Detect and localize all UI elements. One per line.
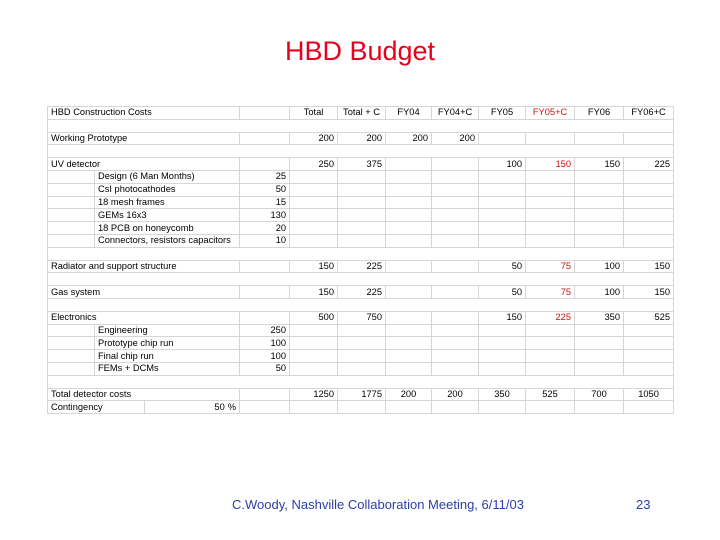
cell-total: 200 [290,132,338,145]
cell-total: 150 [290,260,338,273]
sub-row [48,324,674,337]
header-row [48,107,674,120]
cell-total-c: 225 [338,286,386,299]
sub-item-label: 18 PCB on honeycomb [95,222,240,235]
sub-item-value: 20 [240,222,290,235]
cell-fy05: 350 [479,388,526,401]
page-number: 23 [636,497,651,512]
sub-item-label: 18 mesh frames [95,196,240,209]
sub-item-label: Design (6 Man Months) [95,170,240,183]
header-fy06: FY06 [575,107,624,120]
cell-fy06c: 150 [624,260,674,273]
row-label: Total detector costs [48,388,240,401]
row-label: Working Prototype [48,132,240,145]
contingency-value: 50 [214,401,225,412]
header-fy05c: FY05+C [526,107,575,120]
cell-fy05c: 225 [526,311,575,324]
row-label: Contingency [48,401,145,414]
cell-total-c: 1775 [338,388,386,401]
sub-item-label: CsI photocathodes [95,183,240,196]
cell-fy05: 50 [479,286,526,299]
header-fy04: FY04 [386,107,432,120]
cell-fy05c: 525 [526,388,575,401]
sub-row [48,183,674,196]
header-fy04c: FY04+C [432,107,479,120]
header-fy06c: FY06+C [624,107,674,120]
sub-row [48,222,674,235]
sub-item-label: Prototype chip run [95,337,240,350]
cell-fy05c: 75 [526,286,575,299]
cell-total-c: 750 [338,311,386,324]
header-label: HBD Construction Costs [48,107,240,120]
cell-fy06: 100 [575,286,624,299]
sub-item-label: Engineering [95,324,240,337]
table-row [48,286,674,299]
slide-footer: C.Woody, Nashville Collaboration Meeting, 6/11/03 [232,497,524,512]
sub-item-label: FEMs + DCMs [95,362,240,375]
cell-fy05c: 150 [526,158,575,171]
header-fy05: FY05 [479,107,526,120]
sub-item-value: 50 [240,183,290,196]
sub-item-value: 15 [240,196,290,209]
sub-row [48,209,674,222]
cell-fy04: 200 [386,132,432,145]
sub-row [48,337,674,350]
sub-row [48,350,674,363]
sub-item-value: 100 [240,337,290,350]
sub-row [48,170,674,183]
sub-item-value: 10 [240,234,290,247]
row-label: UV detector [48,158,240,171]
cell-total-c: 200 [338,132,386,145]
sub-item-value: 130 [240,209,290,222]
cell-fy05: 150 [479,311,526,324]
sub-item-value: 25 [240,170,290,183]
row-label: Gas system [48,286,240,299]
cell-fy06: 150 [575,158,624,171]
cell-total: 250 [290,158,338,171]
table-row [48,311,674,324]
contingency-row [48,401,674,414]
header-total-c: Total + C [338,107,386,120]
cell-fy06c: 1050 [624,388,674,401]
cell-fy06c: 150 [624,286,674,299]
slide-title: HBD Budget [284,36,436,66]
table-row [48,132,674,145]
cell-fy04c: 200 [432,388,479,401]
cell-fy06: 700 [575,388,624,401]
table-row [48,260,674,273]
header-total: Total [290,107,338,120]
sub-row [48,196,674,209]
sub-item-label: Final chip run [95,350,240,363]
sub-item-value: 100 [240,350,290,363]
sub-item-label: Connectors, resistors capacitors [95,234,240,247]
cell-fy06c: 525 [624,311,674,324]
cell-fy05: 100 [479,158,526,171]
contingency-unit: % [227,401,237,412]
cell-total: 1250 [290,388,338,401]
cell-total-c: 375 [338,158,386,171]
cell-fy06: 100 [575,260,624,273]
row-label: Radiator and support structure [48,260,240,273]
budget-table [47,106,674,414]
cell-total: 500 [290,311,338,324]
cell-fy05c: 75 [526,260,575,273]
cell-fy04: 200 [386,388,432,401]
sub-item-value: 50 [240,362,290,375]
contingency-cell [145,401,240,414]
cell-total: 150 [290,286,338,299]
sub-item-value: 250 [240,324,290,337]
total-row [48,388,674,401]
cell-fy04c: 200 [432,132,479,145]
table-row [48,158,674,171]
cell-fy06: 350 [575,311,624,324]
cell-fy05: 50 [479,260,526,273]
sub-row [48,362,674,375]
sub-row [48,234,674,247]
row-label: Electronics [48,311,240,324]
cell-fy06c: 225 [624,158,674,171]
cell-total-c: 225 [338,260,386,273]
sub-item-label: GEMs 16x3 [95,209,240,222]
